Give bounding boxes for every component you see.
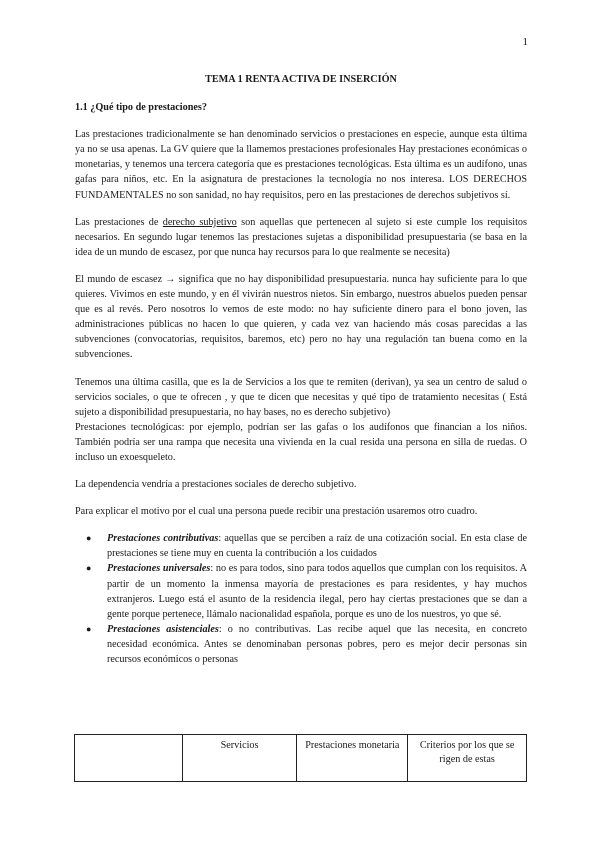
table-header-cell: Criterios por los que se rigen de estas [408, 735, 527, 782]
list-item-text: : aquellas que se perciben a raíz de una cotización social. En esta clase de prestaciones se tiene muy en cuenta la contribución a los cuidados [107, 533, 527, 560]
document-title: TEMA 1 RENTA ACTIVA DE INSERCIÓN [205, 74, 397, 85]
paragraph-4: Tenemos una última casilla, que es la de Servicios a los que te remiten (derivan), ya sea un centro de salud o servicios sociales, o que te ofrecen , y que te dicen que necesitas y qué tipo de tratamiento necesitas ( Está sujeto a disponibilidad presupuestaria, no hay bases, no es derecho subjetivo) [75, 376, 527, 418]
paragraph-7: Para explicar el motivo por el cual una persona puede recibir una prestación usaremos otro cuadro. [75, 506, 478, 518]
table-header-row [75, 735, 527, 782]
paragraph-2-end: son aquellas que pertenecen al sujeto si este cumple los requisitos necesarios. En segundo lugar tenemos las prestaciones sujetas a disponibilidad presupuestaria (se basa en la idea de un mundo de escasez, por que nunca hay recursos para lo que realmente se necesita) [75, 216, 527, 258]
list-item-text: : no es para todos, sino para todos aquellos que cumplan con los requisitos. A partir de un momento la inmensa mayoría de prestaciones es para residentes, y hay muchos extranjeros. Luego está el asunto de la residencia ilegal, pero hay ciertas prestaciones que se dan a gente porque pertenece, llámalo nacionalidad española, porque es uno de los nuestros, yo que sé. [107, 563, 527, 620]
paragraph-2-start: Las prestaciones de [75, 216, 163, 228]
table-header-cell [75, 735, 183, 782]
bullet-icon: ● [86, 623, 92, 634]
list-item-text: : o no contributivas. Las recibe aquel que las necesita, en concreto necesidad económica. Antes se denominaban personas pobres, pero es mejor decir personas sin recursos económicos o personas [107, 623, 527, 665]
list-item-term: Prestaciones asistenciales [107, 623, 219, 635]
section-heading: 1.1 ¿Qué tipo de prestaciones? [75, 102, 207, 114]
underlined-term: derecho subjetivo [162, 216, 237, 228]
paragraph-3: El mundo de escasez → significa que no hay disponibilidad presupuestaria. nunca hay suficiente para lo que quieres. Vivimos en este mundo, y en él vivirán nuestros nietos. Sin embargo, nuestros abuelos pueden pensar que es al revés. Pero nosotros lo vemos de este modo: no hay suficiente dinero para el bono joven, las administraciones públicas no hacen lo que quieren, y cada vez van haciendo más cosas parecidas a las subvenciones (convocatorias, requisitos, baremos, etc) pero no hay una regulación tan buena como en la subvenciones. [75, 273, 527, 361]
list-item [75, 561, 527, 621]
table-header-cell: Prestaciones monetaria [297, 735, 408, 782]
table-header-cell: Servicios [182, 735, 297, 782]
list-item [75, 622, 527, 667]
paragraph-6: La dependencia vendría a prestaciones sociales de derecho subjetivo. [75, 479, 357, 491]
bullet-icon: ● [86, 533, 92, 544]
list-item-term: Prestaciones contributivas [107, 533, 219, 545]
paragraph-5: Prestaciones tecnológicas: por ejemplo, podrían ser las gafas o los audífonos que financian a los niños. También podría ser una rampa que necesita una vivienda en la cual resida una persona en silla de ruedas. O incluso un exoesqueleto. [75, 421, 527, 463]
paragraph-1: Las prestaciones tradicionalmente se han denominado servicios o prestaciones en especie, aunque esta última ya no se usa apenas. La GV quiere que la llamemos prestaciones profesionales Hay prestaciones económicas o monetarias, y tenemos una tercera categoría que es prestaciones tecnológicas. Esta última es un audífono, unas gafas para niños, etc. En la asignatura de prestaciones la tecnología no nos interesa. LOS DERECHOS FUNDAMENTALES no son sanidad, no hay requisitos, pero en las prestaciones de derechos subjetivos sí. [75, 129, 527, 201]
list-item-term: Prestaciones universales [107, 563, 211, 575]
prestaciones-list [75, 531, 527, 667]
document-body [75, 72, 527, 679]
page-number: 1 [522, 36, 528, 48]
comparison-table [74, 734, 527, 782]
bullet-icon: ● [86, 563, 92, 574]
list-item [75, 531, 527, 561]
paragraph-2 [75, 215, 527, 260]
